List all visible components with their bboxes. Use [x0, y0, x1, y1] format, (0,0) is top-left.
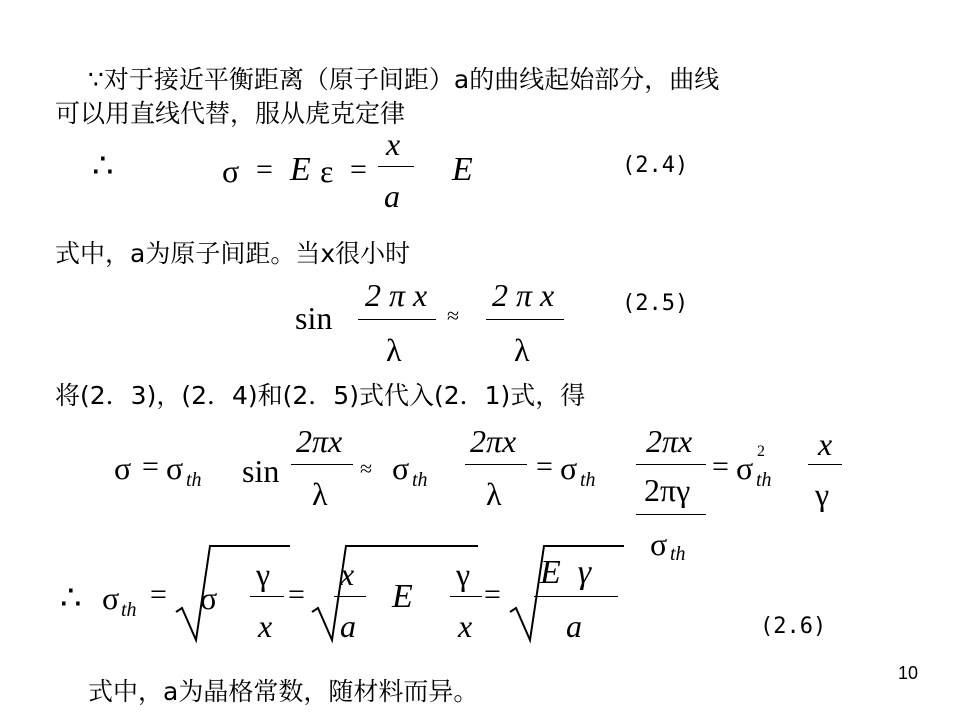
fraction-denominator-4: γ — [815, 476, 830, 512]
text-line-atomic-spacing: 式中，a为原子间距。当x很小时 — [55, 239, 411, 268]
fraction-numerator: x — [386, 126, 401, 162]
th-subscript-3: th — [580, 469, 596, 491]
compound-fraction-bar — [636, 464, 706, 465]
page-number: 10 — [898, 663, 919, 683]
fraction-denominator: λ — [312, 476, 328, 512]
equals-sign-3: = — [712, 450, 729, 483]
x-denominator-2: x — [458, 608, 473, 644]
fraction-bar-3 — [450, 596, 482, 597]
fraction-numerator-4: x — [818, 426, 833, 462]
sigma-symbol: σ — [200, 580, 218, 616]
youngs-modulus: E — [392, 578, 413, 615]
sigma-th-symbol-2: σ — [392, 450, 410, 486]
fraction-bar — [378, 166, 414, 167]
equation-label: (2.6) — [760, 614, 827, 639]
sigma-th-symbol: σ — [102, 580, 120, 616]
sigma-symbol: σ — [222, 153, 240, 189]
equals-sign-2: = — [536, 450, 553, 483]
sin-function: sin — [295, 300, 333, 336]
compound-denominator-top: 2πγ — [644, 472, 691, 508]
text-line-hooke-2: 可以用直线代替，服从虎克定律 — [55, 99, 406, 128]
equals-sign-2: = — [288, 578, 305, 611]
e-gamma-numerator: E γ — [540, 554, 592, 591]
text-line-hooke-1: ∵对于接近平衡距离（原子间距）a的曲线起始部分，曲线 — [88, 65, 720, 94]
gamma-numerator: γ — [256, 556, 271, 592]
equals-sign: = — [150, 578, 167, 611]
fraction-denominator-2: λ — [514, 332, 530, 368]
fraction-denominator: a — [384, 178, 400, 214]
th-subscript-4: th — [670, 543, 686, 565]
compound-inner-bar — [636, 514, 706, 515]
equals-sign: = — [142, 450, 159, 483]
th-subscript: th — [121, 599, 137, 621]
equals-sign: = — [256, 153, 273, 186]
fraction-bar-2 — [334, 596, 366, 597]
radical-sign-1 — [174, 542, 292, 642]
equals-sign-2: = — [350, 153, 367, 186]
th-subscript: th — [186, 469, 202, 491]
approx-sign: ≈ — [447, 303, 460, 328]
a-denominator: a — [340, 608, 356, 644]
fraction-bar-4 — [534, 596, 618, 597]
sin-function: sin — [242, 453, 280, 489]
epsilon-symbol: ε — [320, 153, 334, 189]
fraction-bar-4 — [808, 464, 842, 465]
sigma-th-symbol: σ — [166, 450, 184, 486]
equation-label: (2.5) — [622, 291, 689, 316]
fraction-numerator: 2πx — [296, 423, 343, 459]
th-subscript-5: th — [756, 469, 772, 491]
fraction-bar-2 — [486, 319, 564, 320]
a-denominator-2: a — [566, 608, 582, 644]
fraction-bar-2 — [465, 464, 527, 465]
x-numerator: x — [340, 556, 355, 592]
fraction-numerator-2: 2 π x — [492, 277, 555, 313]
compound-numerator: 2πx — [646, 423, 693, 459]
fraction-bar — [291, 464, 353, 465]
fraction-bar — [358, 319, 436, 320]
youngs-modulus: E — [290, 151, 311, 188]
fraction-bar — [250, 596, 284, 597]
fraction-denominator: λ — [386, 332, 402, 368]
youngs-modulus-2: E — [452, 151, 473, 188]
squared-superscript: 2 — [757, 443, 765, 460]
text-line-lattice-constant: 式中，a为晶格常数，随材料而异。 — [88, 677, 479, 706]
sigma-th-squared: σ — [736, 450, 754, 486]
therefore-symbol: ∴ — [60, 580, 82, 617]
fraction-denominator-2: λ — [486, 476, 502, 512]
equals-sign-3: = — [484, 578, 501, 611]
sigma-symbol: σ — [114, 450, 132, 486]
sigma-th-symbol-3: σ — [560, 450, 578, 486]
fraction-numerator-2: 2πx — [470, 423, 517, 459]
th-subscript-2: th — [412, 469, 428, 491]
therefore-symbol: ∴ — [92, 148, 114, 185]
compound-denominator-sigma: σ — [650, 526, 668, 562]
text-line-substitution: 将(2．3)，(2．4)和(2．5)式代入(2．1)式，得 — [55, 381, 586, 410]
x-denominator: x — [258, 608, 273, 644]
approx-sign: ≈ — [360, 456, 373, 481]
fraction-numerator: 2 π x — [365, 277, 428, 313]
gamma-numerator-2: γ — [456, 556, 471, 592]
equation-label: (2.4) — [622, 153, 689, 178]
